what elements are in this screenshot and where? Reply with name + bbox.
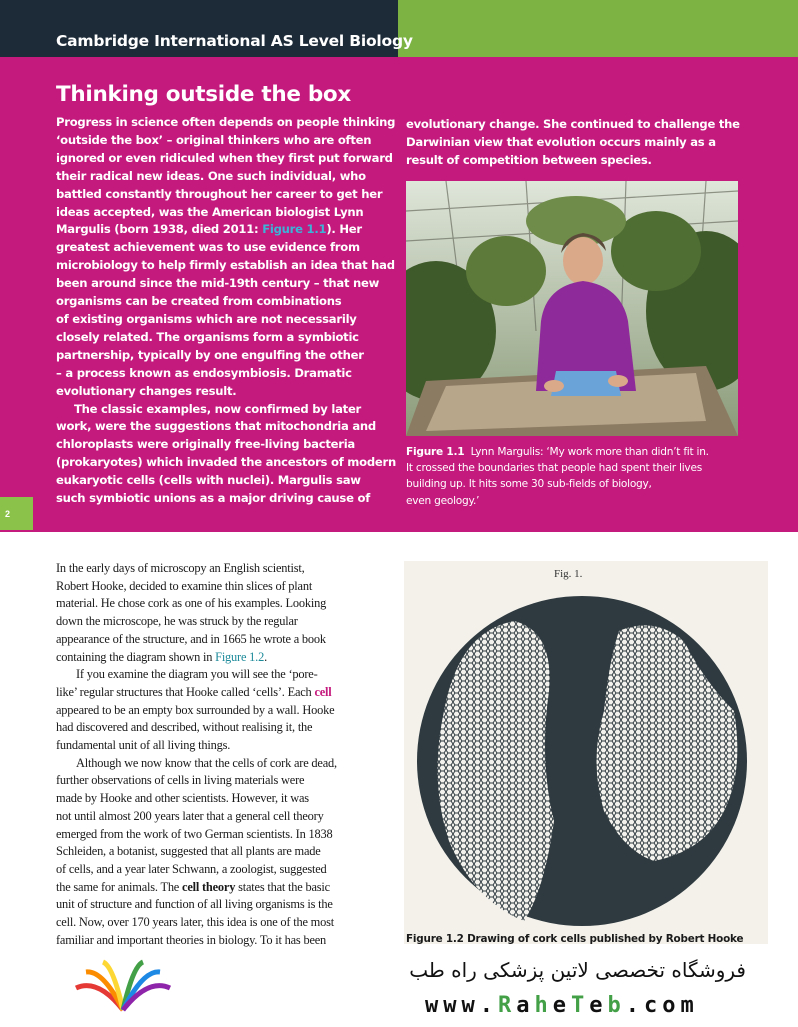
text-line: down the microscope, he was struck by the regular <box>56 614 298 629</box>
feature-title: Thinking outside the box <box>56 82 351 107</box>
margulis-photo <box>406 181 738 436</box>
figure-1-2-link[interactable]: Figure 1.2 <box>215 649 265 664</box>
text-line: partnership, typically by one engulfing the other <box>56 347 364 362</box>
keyword-cell-theory: cell theory <box>182 879 236 894</box>
feature-right-column <box>406 116 740 170</box>
text-line: – a process known as endosymbiosis. Dramatic <box>56 365 352 380</box>
text-line: work, were the suggestions that mitochondria and <box>56 419 376 434</box>
text-line: Schleiden, a botanist, suggested that all plants are made <box>56 844 321 859</box>
watermark-persian: فروشگاه تخصصی لاتین پزشکی راه طب <box>409 958 746 982</box>
text-line: closely related. The organisms form a symbiotic <box>56 329 359 344</box>
text-line: organisms can be created from combinations <box>56 294 342 309</box>
watermark-url[interactable]: www.RaheTeb.com <box>425 993 699 1018</box>
text-line: further observations of cells in living materials were <box>56 773 305 788</box>
text-line: ideas accepted, was the American biologist Lynn <box>56 204 364 219</box>
figure-label: Figure 1.1 <box>406 446 465 458</box>
text-line: If you examine the diagram you will see the ‘pore- <box>76 667 318 682</box>
feature-left-column <box>56 114 396 508</box>
text-line: made by Hooke and other scientists. However, it was <box>56 791 309 806</box>
text-line: ‘outside the box’ – original thinkers who are often <box>56 132 372 147</box>
text-line: of existing organisms which are not necessarily <box>56 311 357 326</box>
page-number: 2 <box>5 509 11 519</box>
text-line: their radical new ideas. One such individual, who <box>56 168 366 183</box>
text-line: evolutionary change. She continued to challenge the <box>406 117 740 131</box>
cork-cells-drawing <box>404 561 768 944</box>
header-accent <box>398 0 798 57</box>
text-line: emerged from the work of two German scientists. In 1838 <box>56 826 333 841</box>
text-line: evolutionary changes result. <box>56 383 237 398</box>
text-line: unit of structure and function of all living organisms is the <box>56 897 333 912</box>
caption-line: even geology.’ <box>406 494 480 507</box>
text-line: Progress in science often depends on people thinking <box>56 115 396 129</box>
figure-1-1-link[interactable]: Figure 1.1 <box>262 222 327 237</box>
text-line: eukaryotic cells (cells with nuclei). Margulis saw <box>56 473 361 488</box>
text-line: such symbiotic unions as a major driving cause of <box>56 491 370 506</box>
text-line: ignored or even ridiculed when they first put forward <box>56 150 393 165</box>
text-line: Margulis (born 1938, died 2011: Figure 1.1). Her <box>56 222 362 237</box>
text-line: microbiology to help firmly establish an idea that had <box>56 258 395 273</box>
text-line: result of competition between species. <box>406 152 652 167</box>
figure-1-1-caption: Figure 1.1 Lynn Margulis: ‘My work more than didn’t fit in. It crossed the boundaries that people had spent their lives building up. It hits some 30 sub-fields of biology, even geology.’ <box>406 444 709 509</box>
text-line: had discovered and described, without realising it, the <box>56 720 313 735</box>
text-line: chloroplasts were originally free-living bacteria <box>56 437 355 452</box>
text-line: greatest achievement was to use evidence from <box>56 240 360 255</box>
text-line: appeared to be an empty box surrounded by a wall. Hooke <box>56 702 335 717</box>
text-line: the same for animals. The cell theory states that the basic <box>56 879 330 894</box>
text-line: battled constantly throughout her career to get her <box>56 186 383 201</box>
text-line: like’ regular structures that Hooke called ‘cells’. Each cell <box>56 684 332 699</box>
keyword-cell[interactable]: cell <box>314 684 332 699</box>
text-line: of cells, and a year later Schwann, a zoologist, suggested <box>56 861 327 876</box>
body-text <box>56 560 337 949</box>
text-line: appearance of the structure, and in 1665 he wrote a book <box>56 631 326 646</box>
text-line: Although we now know that the cells of cork are dead, <box>76 755 337 770</box>
text-line: containing the diagram shown in Figure 1.2. <box>56 649 267 664</box>
fig-scan-label: Fig. 1. <box>554 568 583 580</box>
caption-line: building up. It hits some 30 sub-fields of biology, <box>406 478 652 491</box>
text-line: been around since the mid-19th century – that new <box>56 276 380 291</box>
text-line: cell. Now, over 170 years later, this idea is one of the most <box>56 915 334 930</box>
text-line: Darwinian view that evolution occurs mainly as a <box>406 134 716 149</box>
figure-1-2-caption: Figure 1.2 Drawing of cork cells published by Robert Hooke <box>406 933 744 945</box>
text-line: fundamental unit of all living things. <box>56 738 231 753</box>
book-logo-icon <box>68 958 178 1018</box>
text-line: In the early days of microscopy an English scientist, <box>56 561 305 575</box>
caption-line: It crossed the boundaries that people had spent their lives <box>406 462 702 475</box>
text-line: material. He chose cork as one of his examples. Looking <box>56 596 327 611</box>
book-title: Cambridge International AS Level Biology <box>56 32 413 50</box>
text-line: familiar and important theories in biology. To it has been <box>56 932 327 947</box>
text-line: The classic examples, now confirmed by later <box>74 401 362 416</box>
text-line: Robert Hooke, decided to examine thin slices of plant <box>56 578 313 593</box>
text-line: (prokaryotes) which invaded the ancestors of modern <box>56 455 396 470</box>
text-line: not until almost 200 years later that a general cell theory <box>56 808 324 823</box>
